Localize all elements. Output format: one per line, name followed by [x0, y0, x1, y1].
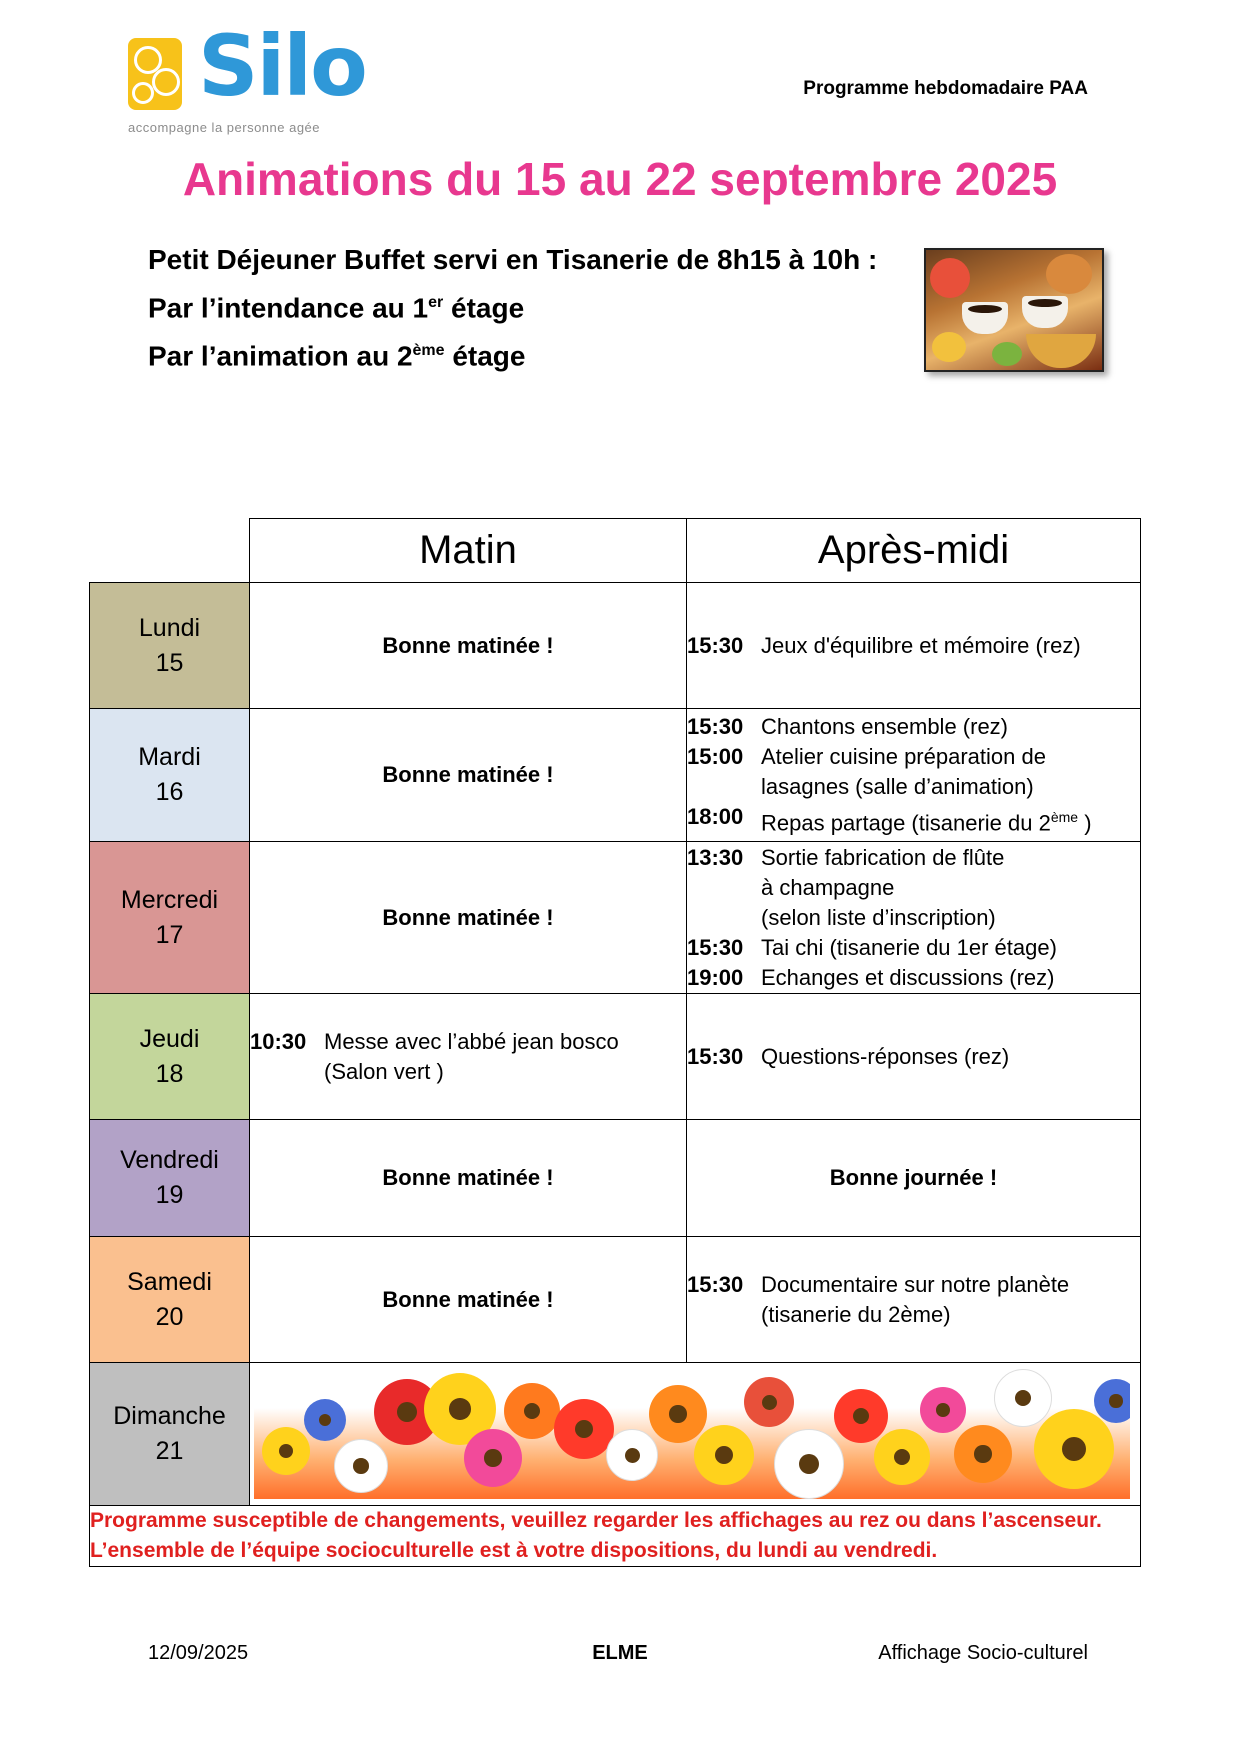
activity-item: 13:30 Sortie fabrication de flûte [687, 844, 1005, 870]
morning-cell: Bonne matinée ! [250, 842, 687, 994]
program-label: Programme hebdomadaire PAA [803, 78, 1088, 99]
logo-bubbles-icon [128, 38, 182, 110]
morning-cell: Bonne matinée ! [250, 1120, 687, 1237]
table-row [90, 994, 1141, 1120]
breakfast-info [148, 238, 877, 378]
notice-cell [90, 1506, 1141, 1567]
activity-item: (selon liste d’inscription) [761, 904, 996, 930]
table-row [90, 583, 1141, 709]
page-title: Animations du 15 au 22 septembre 2025 [182, 153, 1058, 205]
footer-author: ELME [592, 1642, 648, 1664]
afternoon-cell [687, 994, 1141, 1120]
day-cell: Dimanche 21 [90, 1363, 250, 1506]
table-row [90, 1120, 1141, 1237]
activity-item: à champagne [761, 874, 895, 900]
sunday-flowers-cell [250, 1363, 1141, 1506]
activity-item: 15:30 Jeux d'équilibre et mémoire (rez) [687, 632, 1081, 658]
activity-item: (tisanerie du 2ème) [761, 1301, 951, 1327]
activity-item: (Salon vert ) [324, 1058, 444, 1084]
day-cell: Vendredi 19 [90, 1120, 250, 1237]
logo-wordmark: Silo [198, 17, 366, 115]
logo-tagline: accompagne la personne agée [128, 120, 321, 135]
afternoon-cell: Bonne journée ! [687, 1120, 1141, 1237]
table-header-row [90, 519, 1141, 583]
afternoon-cell [687, 583, 1141, 709]
flowers-banner-image [254, 1369, 1130, 1499]
notice-row [90, 1506, 1141, 1567]
activity-item: 19:00 Echanges et discussions (rez) [687, 964, 1055, 990]
activity-item: 18:00 Repas partage (tisanerie du 2ème ) [687, 803, 1092, 836]
activity-item: 15:00 Atelier cuisine préparation de [687, 743, 1046, 769]
activity-item: 15:30 Questions-réponses (rez) [687, 1043, 1010, 1069]
afternoon-cell [687, 842, 1141, 994]
weekly-schedule-table [89, 518, 1141, 1567]
day-cell: Samedi 20 [90, 1237, 250, 1363]
activity-item: 10:30 Messe avec l’abbé jean bosco [250, 1028, 619, 1054]
morning-cell: Bonne matinée ! [250, 709, 687, 842]
notice-line-2: L’ensemble de l’équipe socioculturelle est à votre dispositions, du lundi au vendredi. [90, 1539, 938, 1562]
table-row [90, 1363, 1141, 1506]
column-header-morning: Matin [250, 519, 687, 583]
notice-line-1: Programme susceptible de changements, veuillez regarder les affichages au rez ou dans l’ascenseur. [90, 1509, 1102, 1532]
day-cell: Jeudi 18 [90, 994, 250, 1120]
table-row [90, 709, 1141, 842]
afternoon-cell [687, 709, 1141, 842]
morning-cell [250, 994, 687, 1120]
footer-category: Affichage Socio-culturel [878, 1642, 1088, 1664]
table-row [90, 842, 1141, 994]
day-cell: Mardi 16 [90, 709, 250, 842]
day-cell: Lundi 15 [90, 583, 250, 709]
morning-cell: Bonne matinée ! [250, 1237, 687, 1363]
breakfast-line-2: Par l’intendance au 1er étage [148, 292, 525, 324]
activity-item: 15:30 Documentaire sur notre planète [687, 1271, 1070, 1297]
activity-item: 15:30 Tai chi (tisanerie du 1er étage) [687, 934, 1057, 960]
breakfast-line-3: Par l’animation au 2ème étage [148, 340, 526, 372]
morning-cell: Bonne matinée ! [250, 583, 687, 709]
silo-logo [128, 17, 378, 138]
breakfast-line-1: Petit Déjeuner Buffet servi en Tisanerie de 8h15 à 10h : [148, 244, 878, 275]
activity-item: 15:30 Chantons ensemble (rez) [687, 713, 1009, 739]
activity-item: lasagnes (salle d’animation) [761, 773, 1034, 799]
table-row [90, 1237, 1141, 1363]
breakfast-photo [924, 248, 1104, 372]
day-cell: Mercredi 17 [90, 842, 250, 994]
footer-date: 12/09/2025 [148, 1642, 249, 1664]
afternoon-cell [687, 1237, 1141, 1363]
column-header-afternoon: Après-midi [687, 519, 1141, 583]
